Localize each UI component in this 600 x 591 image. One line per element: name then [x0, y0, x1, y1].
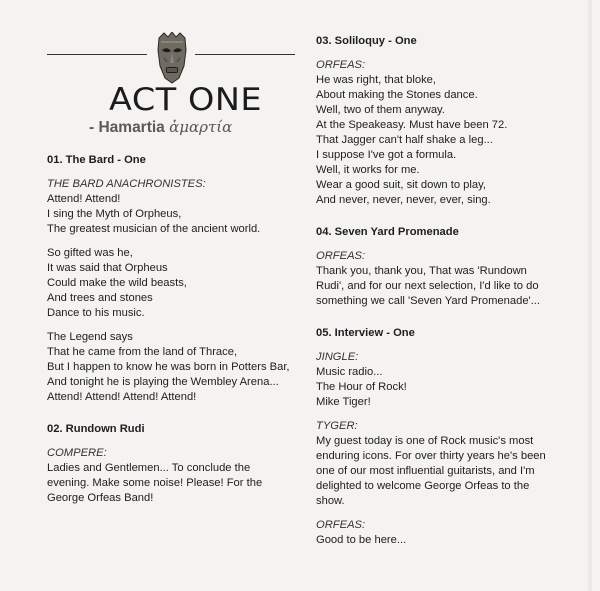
stanza: [47, 246, 297, 321]
verse-line: Rudi', and for our next selection, I'd like to do: [316, 280, 539, 292]
section-title: 03. Soliloquy - One: [316, 35, 417, 47]
verse-line: So gifted was he,: [47, 247, 133, 259]
section-title: 02. Rundown Rudi: [47, 423, 145, 435]
verse-line: evening. Make some noise! Please! For the: [47, 477, 263, 489]
stanza: [47, 461, 297, 506]
speaker-name: THE BARD ANACHRONISTES:: [47, 178, 206, 190]
verse-line: something we call 'Seven Yard Promenade'...: [316, 295, 541, 307]
title-rule-left: [47, 54, 147, 55]
section-title: 04. Seven Yard Promenade: [316, 226, 459, 238]
speaker-name: TYGER:: [316, 420, 358, 432]
speaker-name: ORFEAS:: [316, 250, 366, 262]
stanza: [316, 264, 592, 309]
verse-line: George Orfeas Band!: [47, 492, 154, 504]
verse-line: That Jagger can't half shake a leg...: [316, 134, 493, 146]
stanza: [47, 330, 297, 405]
section-title: 05. Interview - One: [316, 327, 415, 339]
speaker-name: JINGLE:: [316, 351, 359, 363]
act-subtitle: [89, 118, 232, 137]
verse-line: Wear a good suit, sit down to play,: [316, 179, 486, 191]
verse-line: Could make the wild beasts,: [47, 277, 187, 289]
verse-line: show.: [316, 495, 345, 507]
verse-line: The Hour of Rock!: [316, 381, 407, 393]
verse-line: I sing the Myth of Orpheus,: [47, 208, 182, 220]
verse-line: Attend! Attend! Attend! Attend!: [47, 391, 197, 403]
verse-line: one of our most influential guitarists, and I'm: [316, 465, 535, 477]
verse-line: Well, it works for me.: [316, 164, 420, 176]
stanza: [316, 533, 592, 548]
verse-line: Music radio...: [316, 366, 383, 378]
verse-line: And trees and stones: [47, 292, 153, 304]
verse-line: Dance to his music.: [47, 307, 145, 319]
stanza: [47, 192, 297, 237]
verse-line: Well, two of them anyway.: [316, 104, 445, 116]
verse-line: Ladies and Gentlemen... To conclude the: [47, 462, 251, 474]
verse-line: The Legend says: [47, 331, 133, 343]
verse-line: And never, never, never, ever, sing.: [316, 194, 491, 206]
speaker-name: ORFEAS:: [316, 59, 366, 71]
verse-line: That he came from the land of Thrace,: [47, 346, 238, 358]
verse-line: Mike Tiger!: [316, 396, 371, 408]
verse-line: enduring icons. For over thirty years he's been: [316, 450, 546, 462]
verse-line: But I happen to know he was born in Potters Bar,: [47, 361, 290, 373]
verse-line: Good to be here...: [316, 534, 407, 546]
verse-line: It was said that Orpheus: [47, 262, 168, 274]
verse-line: delighted to welcome George Orfeas to the: [316, 480, 530, 492]
verse-line: The greatest musician of the ancient world.: [47, 223, 261, 235]
verse-line: Attend! Attend!: [47, 193, 121, 205]
verse-line: He was right, that bloke,: [316, 74, 437, 86]
stanza: [316, 434, 592, 509]
stanza: [316, 365, 592, 410]
verse-line: Thank you, thank you, That was 'Rundown: [316, 265, 527, 277]
verse-line: And tonight he is playing the Wembley Arena...: [47, 376, 279, 388]
speaker-name: COMPERE:: [47, 447, 107, 459]
act-title: ACT ONE: [109, 82, 263, 118]
verse-line: At the Speakeasy. Must have been 72.: [316, 119, 508, 131]
act-subtitle-greek: ἁμαρτία: [169, 118, 233, 136]
section-title: 01. The Bard - One: [47, 154, 146, 166]
title-rule-right: [195, 54, 295, 55]
stanza: [316, 73, 592, 208]
verse-line: My guest today is one of Rock music's most: [316, 435, 534, 447]
act-subtitle-prefix: - Hamartia: [89, 119, 165, 136]
left-column: [47, 30, 297, 506]
speaker-name: ORFEAS:: [316, 519, 366, 531]
greek-mask-icon: [155, 32, 189, 84]
right-column: [316, 34, 592, 548]
verse-line: I suppose I've got a formula.: [316, 149, 457, 161]
page-edge-shadow: [588, 0, 592, 591]
act-title-block: [47, 30, 297, 142]
verse-line: About making the Stones dance.: [316, 89, 478, 101]
